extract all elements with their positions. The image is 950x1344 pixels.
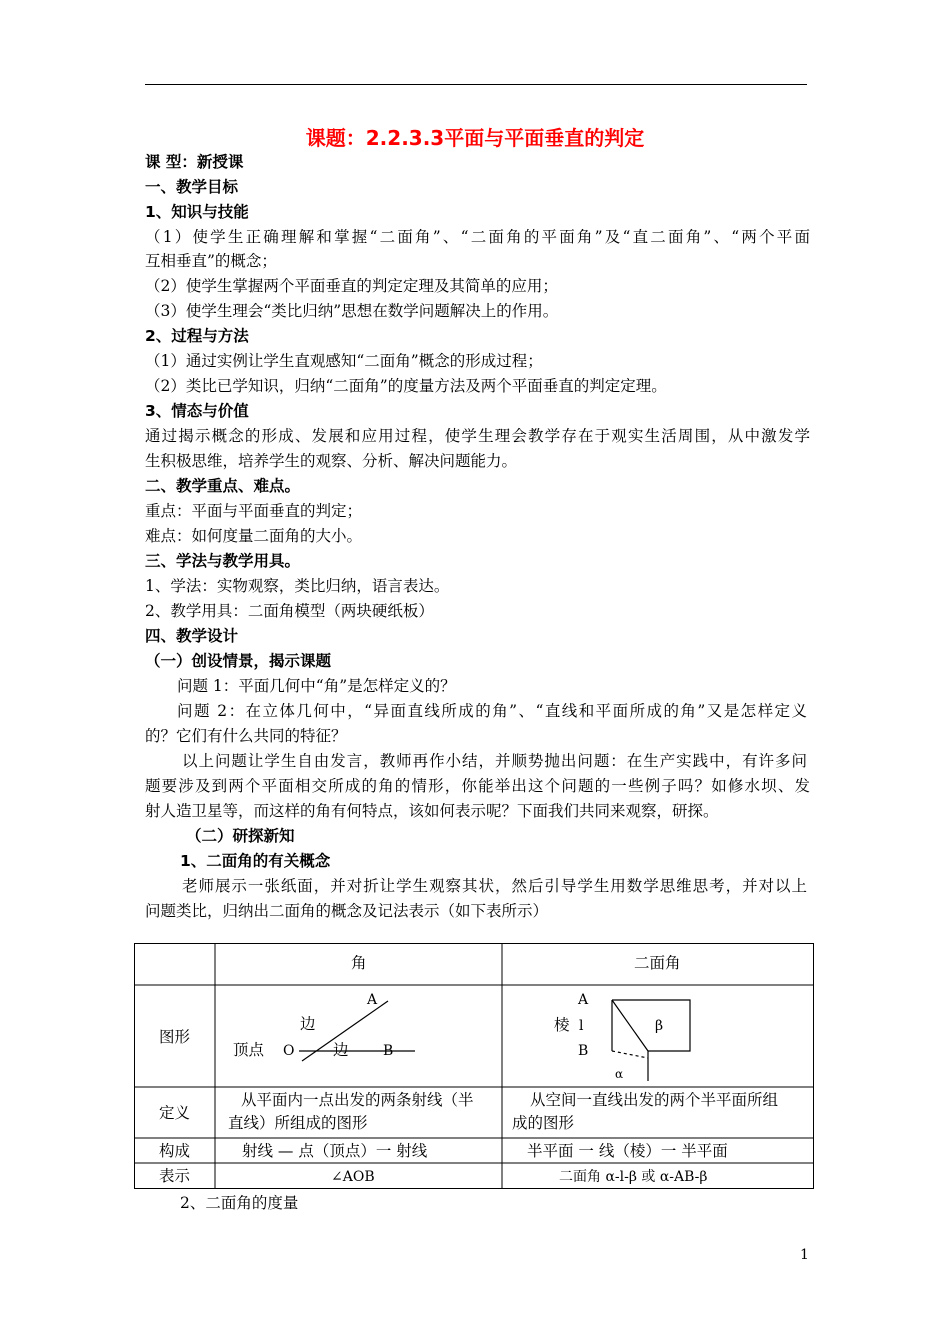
def-angle-line-1: 从平面内一点出发的两条射线（半 (241, 1091, 474, 1109)
def-dihedral-line-2: 成的图形 (512, 1114, 575, 1132)
dihedral-label-beta: β (655, 1018, 664, 1034)
subheading-knowledge: 1、知识与技能 (145, 203, 249, 221)
dihedral-label-l: l (579, 1018, 584, 1034)
section-heading-4: 四、教学设计 (145, 627, 239, 645)
question-2a: 问题 2：在立体几何中，“异面直线所成的角”、“直线和平面所成的角”又是怎样定义 (177, 702, 807, 720)
def-dihedral-line-1: 从空间一直线出发的两个半平面所组 (530, 1091, 779, 1109)
header-rule (145, 84, 807, 85)
angle-label-B: B (383, 1043, 394, 1059)
dihedral-label-alpha: α (615, 1067, 624, 1081)
teacher-line-2: 问题类比，归纳出二面角的概念及记法表示（如下表所示） (145, 902, 549, 920)
repr-dihedral: 二面角 α-l-β 或 α-AB-β (559, 1169, 708, 1185)
row-label-representation: 表示 (159, 1167, 191, 1185)
paragraph-line-2: 题要涉及到两个平面相交所成的角的情形，你能举出这个问题的一些例子吗？如修水坝、发 (145, 777, 810, 795)
question-2b: 的？它们有什么共同的特征？ (145, 727, 347, 745)
values-line-2: 生积极思维，培养学生的观察、分析、解决问题能力。 (145, 452, 518, 470)
knowledge-item-2: （2）使学生掌握两个平面垂直的判定定理及其简单的应用； (145, 277, 558, 295)
method-line-2: 2、教学用具：二面角模型（两块硬纸板） (145, 602, 434, 620)
process-item-2: （2）类比已学知识，归纳“二面角”的度量方法及两个平面垂直的判定定理。 (145, 377, 667, 395)
angle-label-edge-top: 边 (300, 1015, 316, 1033)
header-angle: 角 (351, 954, 367, 972)
concept-heading: 1、二面角的有关概念 (180, 852, 331, 870)
row-label-definition: 定义 (159, 1104, 191, 1122)
angle-figure (299, 1001, 415, 1061)
measure-heading: 2、二面角的度量 (180, 1194, 299, 1212)
section-heading-3: 三、学法与教学用具。 (145, 552, 301, 570)
subheading-values: 3、情态与价值 (145, 402, 249, 420)
process-item-1: （1）通过实例让学生直观感知“二面角”概念的形成过程； (145, 352, 543, 370)
values-line-1: 通过揭示概念的形成、发展和应用过程，使学生理会教学存在于观实生活周围，从中激发学 (145, 427, 810, 445)
dihedral-label-A: A (578, 992, 589, 1008)
comp-dihedral: 半平面 一 线（棱）一 半平面 (527, 1142, 728, 1160)
row-label-composition: 构成 (159, 1142, 191, 1160)
dihedral-label-edge: 棱 (554, 1016, 570, 1034)
plane-beta (612, 1000, 690, 1051)
dihedral-figure (612, 1000, 690, 1081)
header-dihedral: 二面角 (634, 954, 681, 972)
angle-label-A: A (367, 992, 378, 1008)
course-type: 课 型：新授课 (145, 153, 244, 171)
method-line-1: 1、学法：实物观察，类比归纳，语言表达。 (145, 577, 450, 595)
section-heading-1: 一、教学目标 (145, 178, 239, 196)
teacher-line-1: 老师展示一张纸面，并对折让学生观察其状，然后引导学生用数学思维思考，并对以上 (182, 877, 807, 895)
knowledge-item-1b: 互相垂直”的概念； (145, 252, 277, 270)
comparison-table (134, 943, 814, 1189)
design-subheading-2: （二）研探新知 (186, 827, 295, 845)
paragraph-line-1: 以上问题让学生自由发言，教师再作小结，并顺势抛出问题：在生产实践中，有许多问 (182, 752, 807, 770)
subheading-process: 2、过程与方法 (145, 327, 249, 345)
section-heading-2: 二、教学重点、难点。 (145, 477, 301, 495)
dihedral-label-B: B (578, 1043, 589, 1059)
knowledge-item-3: （3）使学生理会“类比归纳”思想在数学问题解决上的作用。 (145, 302, 559, 320)
knowledge-item-1a: （1）使学生正确理解和掌握“二面角”、“二面角的平面角”及“直二面角”、“两个平面 (145, 228, 810, 246)
repr-angle: ∠AOB (331, 1169, 375, 1185)
plane-alpha-dashed-edge (612, 1051, 648, 1058)
key-point: 重点：平面与平面垂直的判定； (145, 502, 363, 520)
difficult-point: 难点：如何度量二面角的大小。 (145, 527, 363, 545)
row-label-figure: 图形 (159, 1028, 191, 1046)
paragraph-line-3: 射人造卫星等，而这样的角有何特点，该如何表示呢？下面我们共同来观察，研探。 (145, 802, 719, 820)
angle-label-edge-bottom: 边 (333, 1041, 349, 1059)
page-number: 1 (800, 1247, 809, 1263)
angle-label-vertex: 顶点 (233, 1041, 265, 1059)
angle-label-O: O (283, 1043, 295, 1059)
def-angle-line-2: 直线）所组成的图形 (228, 1114, 368, 1132)
page-title: 课题：2.2.3.3平面与平面垂直的判定 (305, 126, 645, 150)
design-subheading-1: （一）创设情景，揭示课题 (145, 652, 332, 670)
comp-angle: 射线 — 点（顶点）一 射线 (242, 1142, 428, 1160)
question-1: 问题 1：平面几何中“角”是怎样定义的？ (177, 677, 456, 695)
